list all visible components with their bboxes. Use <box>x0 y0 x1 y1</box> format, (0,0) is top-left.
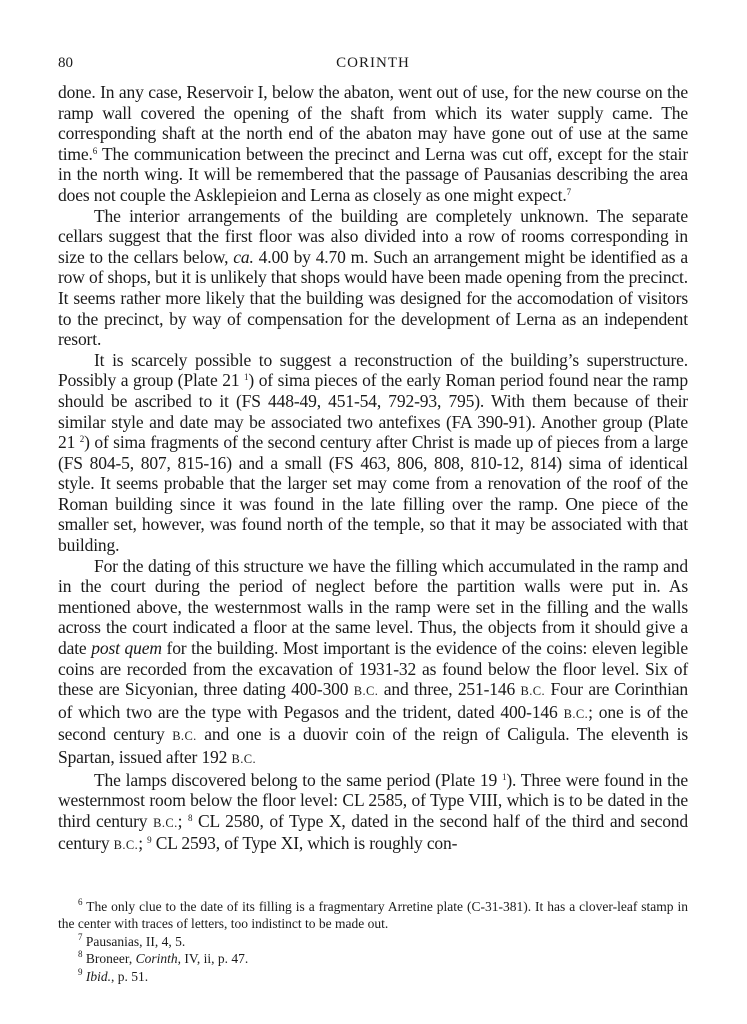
text-run: ). Three were found in the westernmost room below the floor level: CL 2585, of Type VIII, which is to be dated in the third century <box>58 769 689 831</box>
text-run: Pausanias, II, 4, 5. <box>82 933 186 949</box>
text-run: ; <box>177 810 188 831</box>
footnote-ref: 9 <box>147 835 152 846</box>
small-caps-text: B.C. <box>520 684 546 699</box>
running-title: CORINTH <box>336 55 410 71</box>
text-run: CL 2593, of Type XI, which is roughly con- <box>151 833 458 854</box>
body-paragraph <box>58 82 688 206</box>
body-paragraph <box>58 350 688 556</box>
text-run: It is scarcely possible to suggest a reconstruction of the building’s superstructure. Possibly a group (Plate 21 <box>58 349 688 391</box>
footnote-ref: 1 <box>244 372 249 383</box>
footnote-ref: 9 <box>78 966 83 977</box>
footnote-ref: 8 <box>188 812 193 823</box>
footnote-ref: 6 <box>92 145 98 156</box>
footnote-ref: 7 <box>566 186 571 197</box>
small-caps-text: B.C. <box>153 815 178 830</box>
footnote-ref: 7 <box>78 931 83 942</box>
text-run: Broneer, <box>82 951 136 967</box>
small-caps-text: B.C. <box>563 706 589 721</box>
italic-text: Ibid. <box>85 968 111 984</box>
text-run: CL 2580, of Type X, dated in the second half of the third and second century <box>58 810 688 854</box>
text-run: for the building. Most important is the evidence of the coins: eleven legible coins are recorded from the excavation of 1931-32 as found below the floor level. Six of these are Sicyonian, three dating 400-300 <box>58 638 688 700</box>
text-run: and one is a duovir coin of the reign of Caligula. The eleventh is Spartan, issued after 192 <box>58 724 688 767</box>
body-paragraph <box>58 556 688 770</box>
text-run: 4.00 by 4.70 m. Such an arrangement might be identified as a row of shops, but it is unlikely that shops would have been made opening from the precinct. It seems rather more likely that the building was designed for the accomodation of visitors to the precinct, by way of compensation for the development of Lerna as an independent resort. <box>58 246 688 350</box>
body-paragraph <box>58 770 688 856</box>
italic-text: Corinth <box>135 951 178 967</box>
page-header <box>58 55 688 77</box>
footnote <box>58 898 688 933</box>
footnote <box>58 950 688 967</box>
text-run: ) of sima fragments of the second century after Christ is made up of pieces from a large (FS 804-5, 807, 815-16) and a small (FS 463, 806, 808, 810-12, 814) sima of identical style. It seems probable that the larger set may come from a renovation of the roof of the Roman building since it was found in the late filling over the ramp. One piece of the smaller set, however, was found north of the temple, so that it may be associated with that building. <box>58 432 688 556</box>
text-run: For the dating of this structure we have the filling which accumulated in the ramp and in the court during the period of neglect before the partition walls were put in. As mentioned above, the westernmost walls in the ramp were set in the filling and the walls across the court indicated a floor at the same level. Thus, the objects from it should give a date <box>58 555 688 659</box>
text-run: ) of sima pieces of the early Roman period found near the ramp should be ascribed to it (FS 448-49, 451-54, 792-93, 795). With them because of their similar style and date may be associated two antefixes (FA 390-91). Another group (Plate 21 <box>58 370 688 453</box>
small-caps-text: B.C. <box>231 752 257 766</box>
text-run: and three, 251-146 <box>378 679 521 700</box>
body-text <box>58 82 688 856</box>
text-run: Four are Corinthian of which two are the type with Pegasos and the trident, dated 400-146 <box>58 679 688 722</box>
small-caps-text: B.C. <box>353 684 379 699</box>
page-number: 80 <box>58 55 73 71</box>
text-run: The interior arrangements of the building are completely unknown. The separate cellars suggest that the first floor was also divided into a row of rooms corresponding in size to the cellars below, <box>58 205 688 267</box>
footnote <box>58 968 688 985</box>
italic-text: post quem <box>91 638 162 659</box>
footnotes <box>58 898 688 985</box>
footnote-ref: 8 <box>78 949 83 960</box>
text-run: , IV, ii, p. 47. <box>177 951 249 967</box>
small-caps-text: B.C. <box>172 729 197 744</box>
footnote-ref: 2 <box>79 434 85 445</box>
text-run: The communication between the precinct and Lerna was cut off, except for the stair in the north wing. It will be remembered that the passage of Pausanias describing the area does not couple the Asklepieion and Lerna as closely as one might expect. <box>58 143 688 205</box>
body-paragraph <box>58 206 688 350</box>
italic-text: ca. <box>233 246 254 267</box>
text-run: ; one is of the second century <box>58 701 688 745</box>
text-run: ; <box>138 833 148 854</box>
footnote-ref: 1 <box>501 771 507 782</box>
small-caps-text: B.C. <box>113 838 139 853</box>
footnote-ref: 6 <box>78 897 83 907</box>
text-run: The lamps discovered belong to the same period (Plate 19 <box>94 769 502 790</box>
footnote <box>58 933 688 950</box>
text-run: done. In any case, Reservoir I, below the abaton, went out of use, for the new course on the ramp wall covered the opening of the shaft from which its water supply came. The corresponding shaft at the north end of the abaton may have gone out of use at the same time. <box>58 82 688 164</box>
text-run: The only clue to the date of its filling is a fragmentary Arretine plate (C-31-381). It has a clover-leaf stamp in the center with traces of letters, too indistinct to be made out. <box>58 899 688 932</box>
text-run: , p. 51. <box>111 968 149 984</box>
